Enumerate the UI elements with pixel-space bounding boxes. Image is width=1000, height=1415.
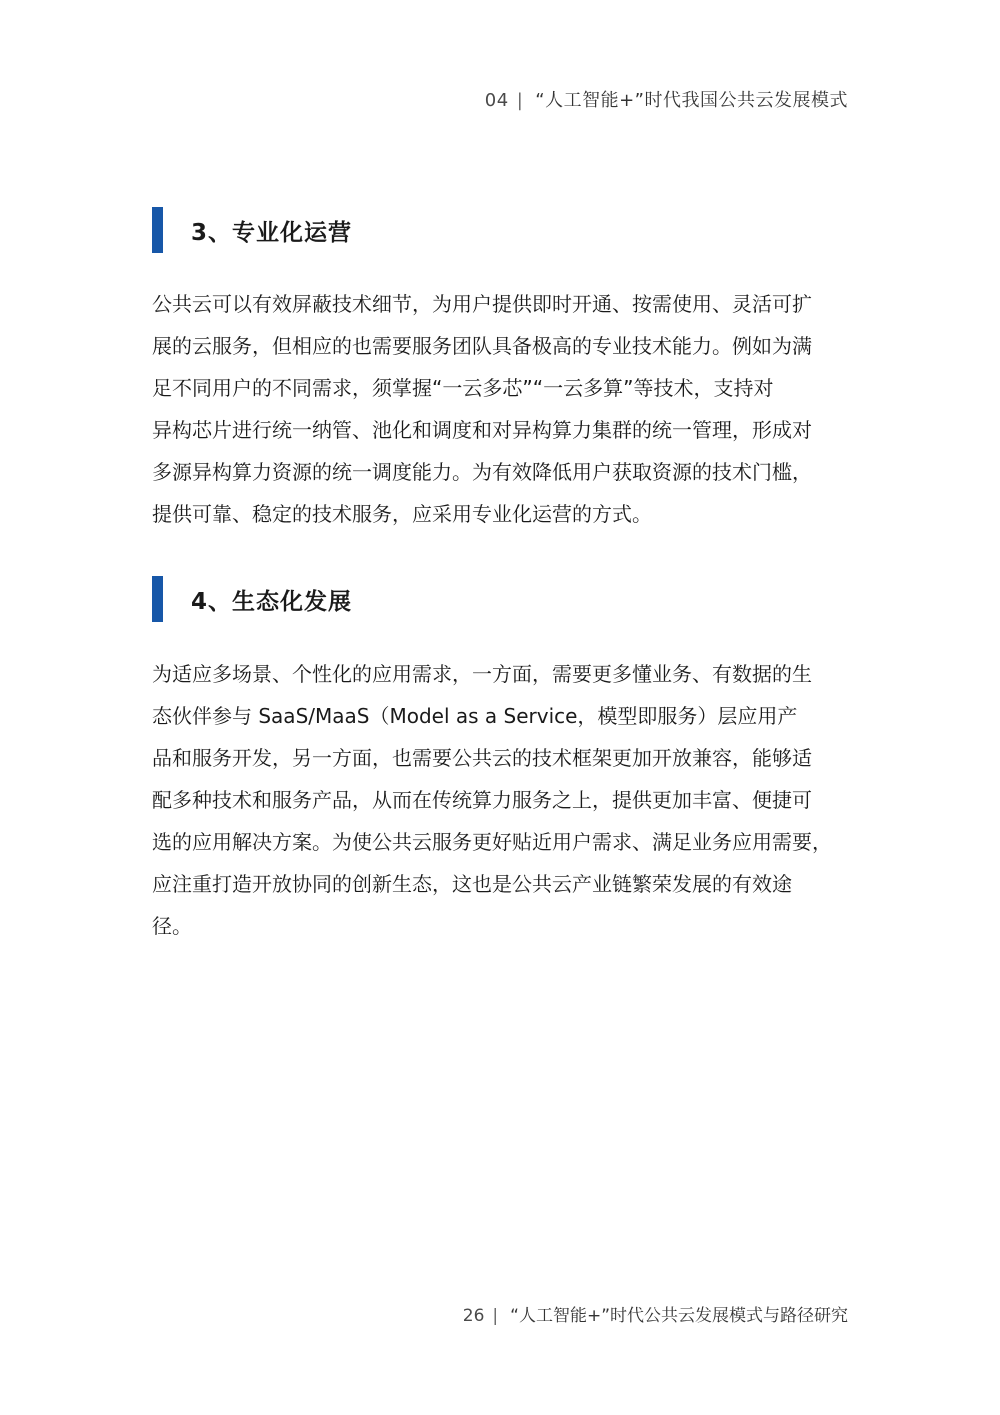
paragraph-line: 展的云服务，但相应的也需要服务团队具备极高的专业技术能力。例如为满	[152, 334, 812, 358]
paragraph-line: 异构芯片进行统一纳管、池化和调度和对异构算力集群的统一管理，形成对	[152, 418, 812, 442]
section-heading-3	[152, 207, 352, 253]
running-header	[485, 86, 848, 112]
section-title: 3、专业化运营	[191, 219, 353, 246]
paragraph-line: 为适应多场景、个性化的应用需求，一方面，需要更多懂业务、有数据的生	[152, 662, 812, 686]
heading-accent-bar	[152, 576, 163, 622]
heading-accent-bar	[152, 207, 163, 253]
chapter-title: “人工智能+”时代我国公共云发展模式	[535, 90, 848, 111]
paragraph-line: 多源异构算力资源的统一调度能力。为有效降低用户获取资源的技术门槛，	[152, 460, 812, 484]
section-heading-4	[152, 576, 352, 622]
page-number: 26	[462, 1306, 485, 1326]
paragraph-line: 公共云可以有效屏蔽技术细节，为用户提供即时开通、按需使用、灵活可扩	[152, 292, 812, 316]
chapter-number: 04	[484, 90, 509, 111]
paragraph-line: 足不同用户的不同需求，须掌握“一云多芯”“一云多算”等技术，支持对	[152, 376, 774, 400]
footer-separator: |	[492, 1306, 499, 1326]
paragraph-line: 径。	[152, 914, 192, 938]
paragraph-line: 品和服务开发，另一方面，也需要公共云的技术框架更加开放兼容，能够适	[152, 746, 812, 770]
running-footer	[463, 1301, 848, 1326]
paragraph-line: 配多种技术和服务产品，从而在传统算力服务之上，提供更加丰富、便捷可	[152, 788, 812, 812]
paragraph-line: 提供可靠、稳定的技术服务，应采用专业化运营的方式。	[152, 502, 652, 526]
section-title: 4、生态化发展	[191, 588, 353, 615]
paragraph-line: 应注重打造开放协同的创新生态，这也是公共云产业链繁荣发展的有效途	[152, 872, 792, 896]
paragraph-line: 态伙伴参与 SaaS/MaaS（Model as a Service，模型即服务）层应用产	[152, 704, 798, 728]
book-title: “人工智能+”时代公共云发展模式与路径研究	[510, 1306, 848, 1326]
paragraph-line: 选的应用解决方案。为使公共云服务更好贴近用户需求、满足业务应用需要，	[152, 830, 832, 854]
section-3-paragraph	[152, 283, 852, 535]
section-4-paragraph	[152, 653, 852, 947]
header-separator: |	[516, 90, 524, 111]
